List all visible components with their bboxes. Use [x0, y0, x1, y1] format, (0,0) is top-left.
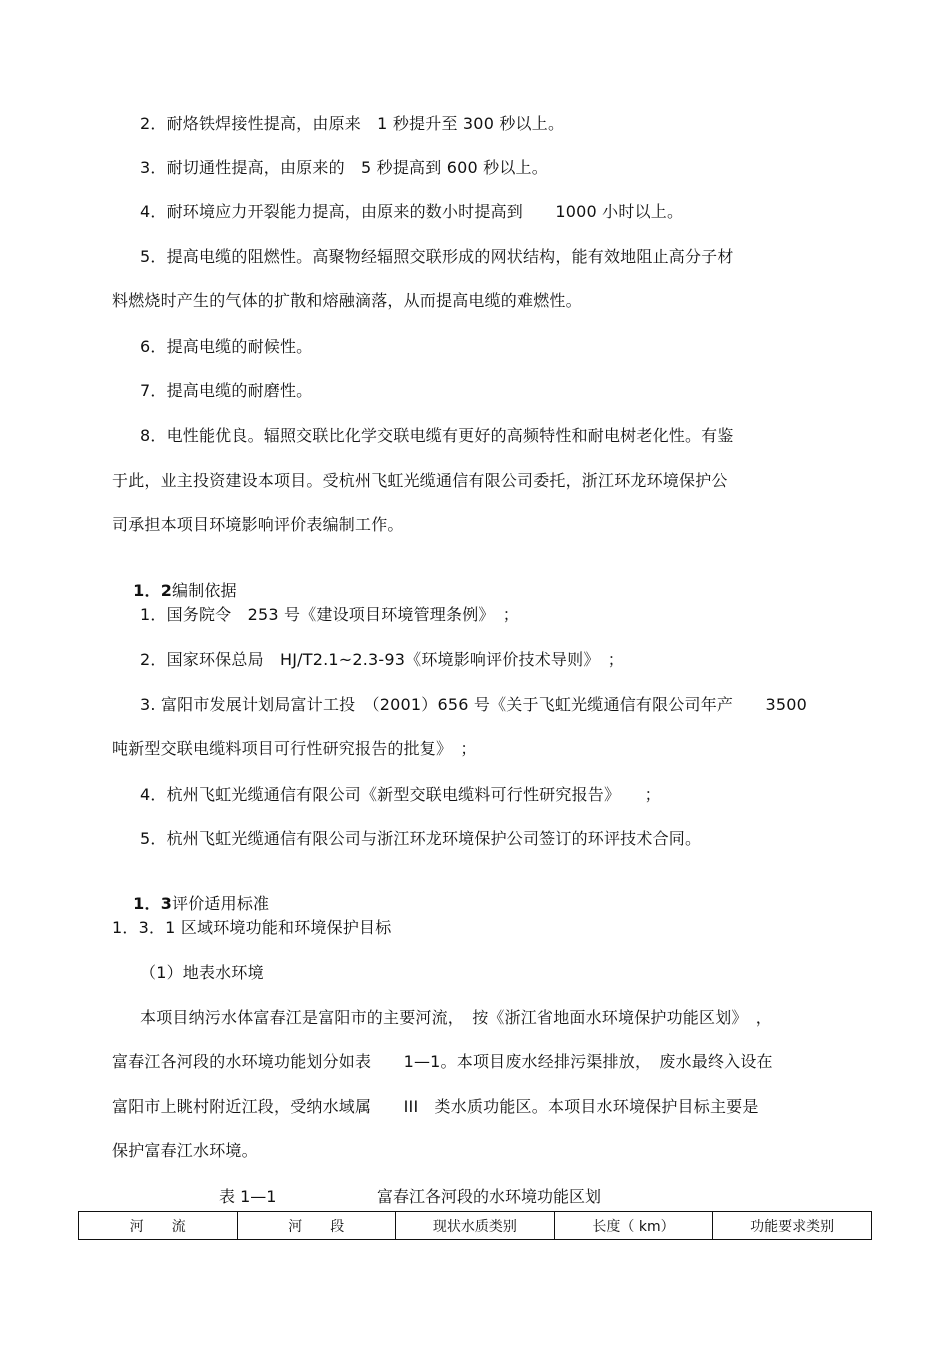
basis-item-1: 1．国务院令 253 号《建设项目环境管理条例》 ；	[140, 605, 520, 624]
paragraph-item-8-line-1: 8．电性能优良。辐照交联比化学交联电缆有更好的高频特性和耐电树老化性。有鉴	[140, 426, 734, 445]
header-cell-current-quality: 现状水质类别	[396, 1212, 555, 1240]
basis-item-5: 5．杭州飞虹光缆通信有限公司与浙江环龙环境保护公司签订的环评技术合同。	[140, 829, 702, 848]
paragraph-item-8-line-2: 于此，业主投资建设本项目。受杭州飞虹光缆通信有限公司委托，浙江环龙环境保护公	[112, 471, 728, 490]
paragraph-item-6: 6．提高电缆的耐候性。	[140, 337, 313, 356]
body-text-line-3: 富阳市上眺村附近江段，受纳水域属 III 类水质功能区。本项目水环境保护目标主要是	[112, 1097, 759, 1116]
paragraph-item-8-line-3: 司承担本项目环境影响评价表编制工作。	[112, 515, 404, 534]
paragraph-item-4: 4．耐环境应力开裂能力提高，由原来的数小时提高到 1000 小时以上。	[140, 202, 684, 221]
header-cell-section: 河 段	[237, 1212, 396, 1240]
paragraph-item-2: 2．耐烙铁焊接性提高，由原来 1 秒提升至 300 秒以上。	[140, 114, 565, 133]
water-function-table	[78, 1211, 872, 1240]
body-text-line-2: 富春江各河段的水环境功能划分如表 1—1。本项目废水经排污渠排放， 废水最终入设在	[112, 1052, 773, 1071]
basis-item-2: 2．国家环保总局 HJ/T2.1~2.3-93《环境影响评价技术导则》 ；	[140, 650, 624, 669]
basis-item-3-line-2: 吨新型交联电缆料项目可行性研究报告的批复》 ；	[112, 739, 477, 758]
subsection-heading-1-3-1: 1．3．1 区域环境功能和环境保护目标	[112, 918, 392, 937]
table-caption-number: 表 1—1	[219, 1187, 277, 1206]
body-text-line-1: 本项目纳污水体富春江是富阳市的主要河流， 按《浙江省地面水环境保护功能区划》 ，	[140, 1008, 773, 1027]
table-header-row	[79, 1212, 872, 1240]
section-title-1-3: 评价适用标准	[172, 894, 270, 913]
paragraph-item-5-line-2: 料燃烧时产生的气体的扩散和熔融滴落，从而提高电缆的难燃性。	[112, 291, 582, 310]
paragraph-item-5-line-1: 5．提高电缆的阻燃性。高聚物经辐照交联形成的网状结构，能有效地阻止高分子材	[140, 247, 734, 266]
header-cell-function-class: 功能要求类别	[713, 1212, 872, 1240]
basis-item-3-line-1: 3. 富阳市发展计划局富计工投 （2001）656 号《关于飞虹光缆通信有限公司年产 3500	[140, 695, 808, 714]
body-text-line-4: 保护富春江水环境。	[112, 1141, 258, 1160]
table-caption-title: 富春江各河段的水环境功能区划	[377, 1187, 602, 1206]
header-cell-river: 河 流	[79, 1212, 238, 1240]
paragraph-item-7: 7．提高电缆的耐磨性。	[140, 381, 313, 400]
header-cell-length: 长度（ km）	[554, 1212, 713, 1240]
section-number-1-2: 1．2	[133, 581, 173, 600]
paragraph-item-3: 3．耐切通性提高，由原来的 5 秒提高到 600 秒以上。	[140, 158, 548, 177]
basis-item-4: 4．杭州飞虹光缆通信有限公司《新型交联电缆料可行性研究报告》 ；	[140, 785, 661, 804]
section-title-1-2: 编制依据	[172, 581, 237, 600]
section-number-1-3: 1．3	[133, 894, 173, 913]
subsection-item-surface-water: （1）地表水环境	[140, 963, 264, 982]
